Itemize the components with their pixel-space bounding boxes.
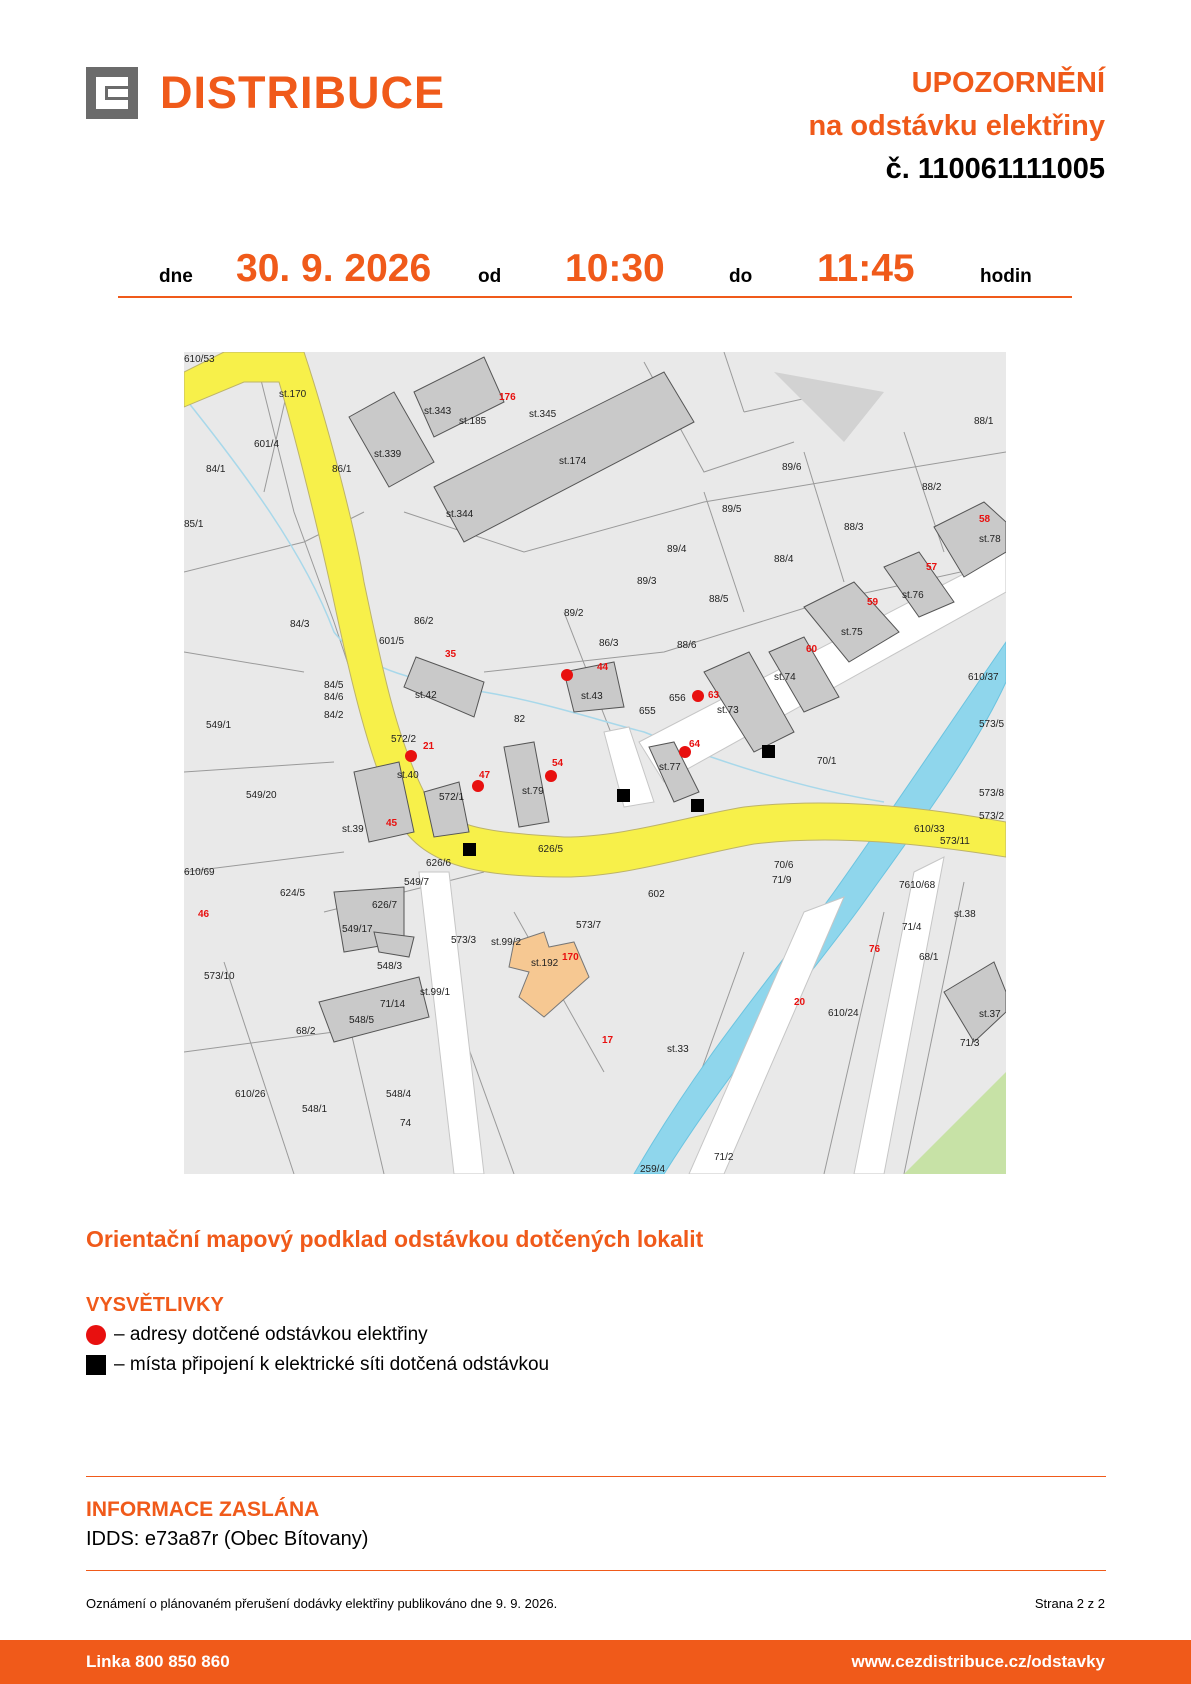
parcel-label: 601/5 [379,636,405,647]
parcel-label: 548/4 [386,1089,412,1100]
parcel-label: 602 [648,889,665,900]
notice-title: UPOZORNĚNÍ [911,67,1105,99]
parcel-label: 17 [602,1035,614,1046]
parcel-label: 610/53 [184,354,215,365]
parcel-label: 88/3 [844,522,864,533]
parcel-label: 572/2 [391,734,417,745]
parcel-label: 548/3 [377,961,403,972]
parcel-label: 54 [552,758,564,769]
parcel-label: 84/3 [290,619,310,630]
outage-map [184,352,1006,1174]
address-dot [692,690,704,702]
parcel-label: 610/33 [914,824,945,835]
parcel-label: 58 [979,514,991,525]
notice-subtitle: na odstávku elektřiny [808,110,1105,142]
parcel-label: st.37 [979,1009,1001,1020]
parcel-label: 71/3 [960,1038,980,1049]
parcel-label: st.185 [459,416,487,427]
parcel-label: 573/10 [204,971,235,982]
parcel-label: 86/1 [332,464,352,475]
parcel-label: st.40 [397,770,419,781]
parcel-label: st.79 [522,786,544,797]
parcel-label: 170 [562,952,579,963]
map-canvas [184,352,1006,1174]
parcel-label: 46 [198,909,210,920]
parcel-label: 71/2 [714,1152,734,1163]
parcel-label: 610/37 [968,672,999,683]
parcel-label: 71/9 [772,875,792,886]
info-recipient: IDDS: e73a87r (Obec Bítovany) [86,1528,369,1550]
parcel-label: 84/6 [324,692,344,703]
parcel-label: 573/5 [979,719,1005,730]
parcel-label: 89/3 [637,576,657,587]
parcel-label: 601/4 [254,439,280,450]
info-title: INFORMACE ZASLÁNA [86,1498,320,1521]
address-dot [405,750,417,762]
parcel-label: 47 [479,770,491,781]
parcel-label: st.75 [841,627,863,638]
address-dot [545,770,557,782]
parcel-label: 60 [806,644,818,655]
publication-note: Oznámení o plánovaném přerušení dodávky elektřiny publikováno dne 9. 9. 2026. [86,1596,558,1611]
cez-logo-mark [86,67,138,119]
parcel-label: 7610/68 [899,880,936,891]
parcel-label: 656 [669,693,686,704]
parcel-label: 624/5 [280,888,306,899]
parcel-label: st.174 [559,456,587,467]
parcel-label: 70/1 [817,756,837,767]
parcel-label: 86/3 [599,638,619,649]
connection-square [691,799,704,812]
parcel-label: st.43 [581,691,603,702]
divider-top [86,1476,1106,1477]
outage-start-time: 10:30 [565,247,665,290]
black-square-icon [86,1355,106,1375]
parcel-label: 70/6 [774,860,794,871]
footer-bar [0,1640,1191,1684]
address-dot [472,780,484,792]
parcel-label: 626/6 [426,858,452,869]
parcel-label: st.339 [374,449,402,460]
parcel-label: 74 [400,1118,412,1129]
legend-address-text: – adresy dotčené odstávkou elektřiny [114,1324,428,1345]
parcel-label: 84/2 [324,710,344,721]
parcel-label: st.38 [954,909,976,920]
parcel-label: 549/17 [342,924,373,935]
connection-square [463,843,476,856]
parcel-label: st.343 [424,406,452,417]
connection-square [617,789,630,802]
parcel-label: 573/2 [979,811,1005,822]
green-area [904,1072,1006,1174]
parcel-label: 259/4 [640,1164,666,1174]
legend-title: VYSVĚTLIVKY [86,1294,224,1316]
parcel-label: 573/7 [576,920,602,931]
parcel-label: 626/7 [372,900,398,911]
parcel-label: 76 [869,944,881,955]
parcel-label: 89/6 [782,462,802,473]
outage-date: 30. 9. 2026 [236,247,432,290]
address-dot [561,669,573,681]
connection-square [762,745,775,758]
parcel-label: 549/1 [206,720,232,731]
parcel-label: 610/24 [828,1008,859,1019]
parcel-label: 573/8 [979,788,1005,799]
schedule-line [118,248,1072,298]
notice-heading [808,62,1105,191]
parcel-label: 572/1 [439,792,465,803]
parcel-label: 548/1 [302,1104,328,1115]
parcel-label: 610/26 [235,1089,266,1100]
parcel-label: 86/2 [414,616,434,627]
legend-connection-row [86,1354,549,1376]
parcel-label: st.78 [979,534,1001,545]
parcel-label: 88/6 [677,640,697,651]
parcel-label: 176 [499,392,516,403]
parcel-label: st.345 [529,409,557,420]
parcel-label: st.39 [342,824,364,835]
parcel-label: 89/2 [564,608,584,619]
parcel-label: st.33 [667,1044,689,1055]
parcel-label: 57 [926,562,938,573]
parcel-label: 64 [689,739,701,750]
parcel-label: st.74 [774,672,796,683]
page-number: Strana 2 z 2 [1034,1596,1105,1611]
parcel-label: 20 [794,997,806,1008]
parcel-label: 71/14 [380,999,406,1010]
parcel-label: st.42 [415,690,437,701]
parcel-label: 573/3 [451,935,477,946]
parcel-label: st.170 [279,389,307,400]
parcel-label: 44 [597,662,609,673]
parcel-label: 626/5 [538,844,564,855]
parcel-label: 68/1 [919,952,939,963]
hours-label: hodin [980,266,1032,287]
parcel-label: st.99/1 [420,987,451,998]
from-label: od [478,266,502,287]
parcel-label: st.76 [902,590,924,601]
address-dot [679,746,691,758]
legend-address-row [86,1324,428,1346]
parcel-label: st.99/2 [491,937,522,948]
notice-number: č. 110061111005 [885,153,1105,185]
parcel-label: 610/69 [184,867,215,878]
parcel-label: 68/2 [296,1026,316,1037]
parcel-label: 84/1 [206,464,226,475]
parcel-label: 548/5 [349,1015,375,1026]
parcel-label: 63 [708,690,720,701]
parcel-label: 82 [514,714,526,725]
parcel-label: 89/4 [667,544,687,555]
brand-name: DISTRIBUCE [160,67,446,118]
parcel-label: st.73 [717,705,739,716]
outage-end-time: 11:45 [817,247,915,290]
parcel-label: st.344 [446,509,474,520]
parcel-label: 88/1 [974,416,994,427]
red-dot-icon [86,1325,106,1345]
parcel-label: 549/7 [404,877,430,888]
parcel-label: 549/20 [246,790,277,801]
parcel-label: st.192 [531,958,559,969]
parcel-label: 21 [423,741,435,752]
parcel-label: 88/4 [774,554,794,565]
parcel-label: 88/5 [709,594,729,605]
parcel-label: 84/5 [324,680,344,691]
parcel-label: 85/1 [184,519,204,530]
parcel-label: st.77 [659,762,681,773]
parcel-label: 88/2 [922,482,942,493]
parcel-label: 71/4 [902,922,922,933]
website-link[interactable]: www.cezdistribuce.cz/odstavky [851,1652,1105,1671]
parcel-label: 59 [867,597,879,608]
parcel-label: 573/11 [940,836,970,847]
legend-connection-text: – místa připojení k elektrické síti dotčená odstávkou [114,1354,550,1375]
parcel-label: 655 [639,706,656,717]
hotline: Linka 800 850 860 [86,1652,230,1671]
to-label: do [729,266,753,287]
parcel-label: 89/5 [722,504,742,515]
divider-bottom [86,1570,1106,1571]
parcel-label: 35 [445,649,457,660]
parcel-label: 45 [386,818,398,829]
date-label: dne [159,266,193,287]
map-caption: Orientační mapový podklad odstávkou dotčených lokalit [86,1226,704,1252]
